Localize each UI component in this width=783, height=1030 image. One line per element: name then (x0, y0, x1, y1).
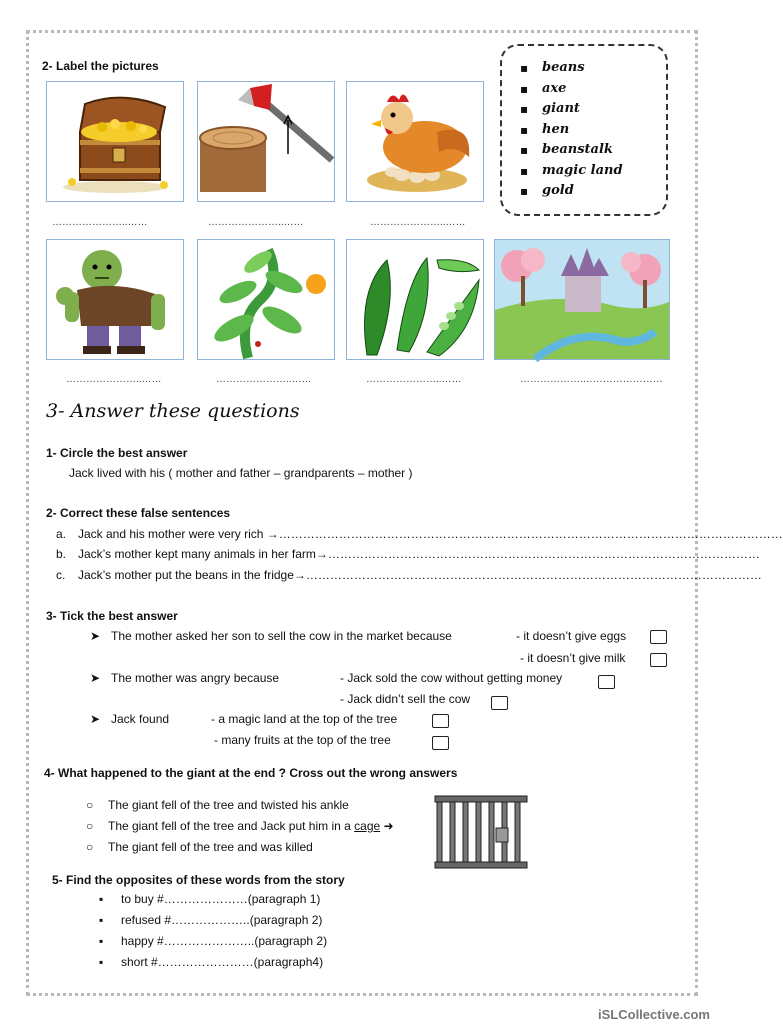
section-3-title: 3- Answer these questions (46, 400, 300, 422)
hen-picture (346, 81, 484, 202)
checkbox[interactable] (432, 736, 449, 750)
giant-picture (46, 239, 184, 360)
section-2-title: 2- Label the pictures (42, 59, 159, 73)
cage-word: cage (354, 819, 381, 833)
word-bank-item: ▪ hen (542, 120, 666, 141)
square-bullet-icon: ▪ (99, 955, 104, 969)
footer-watermark: iSLCollective.com (598, 1007, 710, 1022)
treasure-chest-picture (46, 81, 184, 202)
arrow-bullet-icon: ➤ (90, 712, 101, 726)
arrow-bullet-icon: ➤ (90, 629, 101, 643)
cage-picture (434, 794, 530, 875)
label-line[interactable]: …………………..…… (52, 217, 148, 228)
word-bank-item: ▪ magic land (542, 161, 666, 182)
q2-item (56, 527, 783, 541)
q2-item-letter: a. (56, 527, 67, 541)
q3-row2-stem: The mother was angry because (111, 671, 280, 685)
label-line[interactable]: …………………..…… (208, 217, 304, 228)
q3-row3-opt2: - many fruits at the top of the tree (214, 733, 391, 747)
q5-heading: 5- Find the opposites of these words from the story (52, 873, 345, 887)
circle-bullet-icon: ○ (86, 819, 94, 833)
checkbox[interactable] (491, 696, 508, 710)
label-line[interactable]: …………………..…… (216, 374, 312, 385)
q3-row2-opt2: - Jack didn’t sell the cow (340, 692, 471, 706)
q2-item-letter: c. (56, 568, 66, 582)
q1-text: Jack lived with his ( mother and father – grandparents – mother ) (69, 466, 413, 480)
word-bank-item: ▪ beans (542, 58, 666, 79)
square-bullet-icon: ▪ (99, 892, 104, 906)
label-line[interactable]: …………………..…… (66, 374, 162, 385)
q3-row1-stem: The mother asked her son to sell the cow in the market because (111, 629, 452, 643)
q2-item (56, 547, 760, 561)
q5-item[interactable]: refused #………………..(paragraph 2) (121, 913, 323, 927)
word-bank (500, 44, 668, 216)
checkbox[interactable] (598, 675, 615, 689)
label-line[interactable]: …………………..…… (370, 217, 466, 228)
q2-item-text[interactable]: Jack’s mother kept many animals in her farm→……………………………………………………………………………………………… (78, 547, 760, 561)
q4-heading: 4- What happened to the giant at the end ? Cross out the wrong answers (44, 766, 458, 780)
q3-row3-stem: Jack found (111, 712, 170, 726)
q2-item-text[interactable]: Jack and his mother were very rich →……………………………………………………………………………………………………………… (78, 527, 783, 541)
square-bullet-icon: ▪ (99, 934, 104, 948)
q3-heading: 3- Tick the best answer (46, 609, 178, 623)
beanstalk-picture (197, 239, 335, 360)
q4-item[interactable] (108, 819, 394, 833)
q5-item[interactable]: short #……………………(paragraph4) (121, 955, 324, 969)
word-bank-item: ▪ beanstalk (542, 140, 666, 161)
q5-item[interactable]: happy #…………………..(paragraph 2) (121, 934, 328, 948)
q1-heading: 1- Circle the best answer (46, 446, 188, 460)
word-bank-item: ▪ gold (542, 181, 666, 202)
word-bank-item: ▪ axe (542, 79, 666, 100)
q2-item-letter: b. (56, 547, 67, 561)
q2-item (56, 568, 762, 582)
q2-item-text[interactable]: Jack’s mother put the beans in the fridge→…………………………………………………………………………………………………… (78, 568, 762, 582)
label-line[interactable]: ……………….…………………… (520, 374, 663, 385)
beans-picture (346, 239, 484, 360)
axe-picture (197, 81, 335, 202)
checkbox[interactable] (650, 653, 667, 667)
checkbox[interactable] (432, 714, 449, 728)
q3-row1-opt1: - it doesn’t give eggs (516, 629, 627, 643)
circle-bullet-icon: ○ (86, 840, 94, 854)
q4-item[interactable]: The giant fell of the tree and twisted his ankle (108, 798, 349, 812)
circle-bullet-icon: ○ (86, 798, 94, 812)
q2-heading: 2- Correct these false sentences (46, 506, 231, 520)
arrow-bullet-icon: ➤ (90, 671, 101, 685)
checkbox[interactable] (650, 630, 667, 644)
label-line[interactable]: …………………..…… (366, 374, 462, 385)
q3-row3-opt1: - a magic land at the top of the tree (211, 712, 398, 726)
arrow-right-icon: ➜ (383, 819, 394, 833)
q4-item-text: The giant fell of the tree and Jack put him in a (108, 819, 351, 833)
magic-land-picture (494, 239, 670, 360)
square-bullet-icon: ▪ (99, 913, 104, 927)
q4-item[interactable]: The giant fell of the tree and was killed (108, 840, 313, 854)
q3-row1-opt2: - it doesn’t give milk (520, 651, 626, 665)
q3-row2-opt1: - Jack sold the cow without getting money (340, 671, 563, 685)
word-bank-item: ▪ giant (542, 99, 666, 120)
q5-item[interactable]: to buy #…………………(paragraph 1) (121, 892, 321, 906)
